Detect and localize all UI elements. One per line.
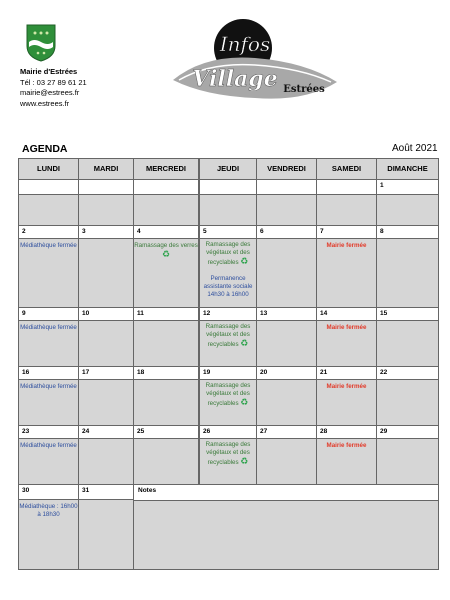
agenda-month: Août 2021 bbox=[392, 143, 438, 154]
event-ramassage-verres bbox=[134, 242, 198, 260]
day-number: 7 bbox=[316, 225, 377, 239]
infos-village-logo bbox=[165, 18, 345, 108]
event-permanence: Permanence assistante sociale 14h30 à 16h00 bbox=[203, 275, 253, 298]
day-number bbox=[316, 179, 377, 195]
day-number bbox=[199, 179, 257, 195]
header-mercredi: MERCREDI bbox=[133, 158, 199, 180]
day-cell bbox=[199, 320, 257, 367]
day-number: 5 bbox=[199, 225, 257, 239]
day-number: 25 bbox=[133, 425, 199, 439]
event-text: Ramassage des végétaux et des recyclables bbox=[205, 323, 251, 348]
event-mairie-fermee: Mairie fermée bbox=[326, 442, 367, 449]
agenda-title: AGENDA bbox=[22, 143, 68, 155]
day-number: 23 bbox=[18, 425, 79, 439]
day-cell bbox=[18, 499, 79, 570]
mairie-phone: Tél : 03 27 89 61 21 bbox=[20, 77, 87, 87]
day-number: 9 bbox=[18, 307, 79, 321]
day-number: 29 bbox=[376, 425, 439, 439]
day-number: 20 bbox=[256, 366, 317, 380]
day-cell bbox=[78, 438, 134, 485]
notes-area[interactable] bbox=[133, 484, 439, 570]
day-number: 31 bbox=[78, 484, 134, 500]
day-cell bbox=[78, 379, 134, 426]
day-cell bbox=[256, 320, 317, 367]
day-number: 16 bbox=[18, 366, 79, 380]
day-number: 26 bbox=[199, 425, 257, 439]
day-cell bbox=[256, 438, 317, 485]
day-cell bbox=[18, 379, 79, 426]
day-cell bbox=[199, 438, 257, 485]
day-number bbox=[78, 179, 134, 195]
logo-estrees-text: Estrées bbox=[283, 84, 325, 95]
logo-infos-text: Infos bbox=[219, 32, 271, 56]
event-text: Ramassage des végétaux et des recyclables bbox=[205, 441, 251, 466]
day-number bbox=[18, 179, 79, 195]
event-mediatheque-fermee: Médiathèque fermée bbox=[20, 324, 77, 331]
notes-label: Notes bbox=[138, 487, 157, 494]
event-text: Ramassage des verres bbox=[134, 242, 198, 249]
day-cell bbox=[78, 238, 134, 308]
day-number: 2 bbox=[18, 225, 79, 239]
header-mardi: MARDI bbox=[78, 158, 134, 180]
day-number: 28 bbox=[316, 425, 377, 439]
event-mairie-fermee: Mairie fermée bbox=[326, 383, 367, 390]
event-ramassage-vegetaux bbox=[200, 323, 256, 349]
event-mediatheque-fermee: Médiathèque fermée bbox=[20, 383, 77, 390]
recycle-icon: ♻ bbox=[240, 256, 249, 266]
mairie-website[interactable]: www.estrees.fr bbox=[20, 98, 70, 108]
notes-body bbox=[134, 500, 438, 569]
day-cell bbox=[18, 194, 79, 226]
day-cell bbox=[18, 238, 79, 308]
day-cell bbox=[133, 238, 199, 308]
event-text: Ramassage des végétaux et des recyclables bbox=[205, 241, 251, 266]
day-number: 11 bbox=[133, 307, 199, 321]
day-number: 12 bbox=[199, 307, 257, 321]
day-number: 14 bbox=[316, 307, 377, 321]
day-cell bbox=[133, 438, 199, 485]
day-number: 27 bbox=[256, 425, 317, 439]
header-samedi: SAMEDI bbox=[316, 158, 377, 180]
day-cell bbox=[78, 194, 134, 226]
day-cell bbox=[376, 320, 439, 367]
day-cell bbox=[316, 320, 377, 367]
recycle-icon: ♻ bbox=[161, 249, 171, 259]
day-cell bbox=[316, 194, 377, 226]
event-ramassage-vegetaux bbox=[200, 441, 256, 467]
day-cell bbox=[376, 238, 439, 308]
recycle-icon: ♻ bbox=[240, 456, 249, 466]
day-number: 18 bbox=[133, 366, 199, 380]
day-cell bbox=[78, 320, 134, 367]
event-mediatheque-horaires: Médiathèque : 16h00 à 18h30 bbox=[19, 503, 78, 518]
day-number: 22 bbox=[376, 366, 439, 380]
day-cell bbox=[256, 238, 317, 308]
day-number: 3 bbox=[78, 225, 134, 239]
day-cell bbox=[18, 438, 79, 485]
day-cell bbox=[199, 238, 257, 308]
day-cell bbox=[199, 194, 257, 226]
event-ramassage-vegetaux bbox=[200, 382, 256, 408]
day-cell bbox=[78, 499, 134, 570]
mairie-contact bbox=[20, 67, 87, 109]
header-jeudi: JEUDI bbox=[199, 158, 257, 180]
event-ramassage-vegetaux bbox=[200, 241, 256, 267]
logo-village-text: Village bbox=[192, 66, 278, 92]
event-mairie-fermee: Mairie fermée bbox=[326, 324, 367, 331]
day-number: 30 bbox=[18, 484, 79, 500]
header-vendredi: VENDREDI bbox=[256, 158, 317, 180]
mairie-name: Mairie d'Estrées bbox=[20, 67, 78, 76]
day-cell bbox=[256, 194, 317, 226]
day-cell bbox=[133, 320, 199, 367]
day-number bbox=[256, 179, 317, 195]
day-cell bbox=[133, 379, 199, 426]
event-text: Ramassage des végétaux et des recyclables bbox=[205, 382, 251, 407]
day-cell bbox=[256, 379, 317, 426]
day-cell bbox=[376, 438, 439, 485]
recycle-icon: ♻ bbox=[240, 338, 249, 348]
day-number: 13 bbox=[256, 307, 317, 321]
event-mediatheque-fermee: Médiathèque fermée bbox=[20, 442, 77, 449]
header-lundi: LUNDI bbox=[18, 158, 79, 180]
day-cell bbox=[316, 238, 377, 308]
day-number: 15 bbox=[376, 307, 439, 321]
day-cell bbox=[376, 379, 439, 426]
mairie-email[interactable]: mairie@estrees.fr bbox=[20, 88, 80, 97]
day-number: 1 bbox=[376, 179, 439, 195]
day-cell bbox=[376, 194, 439, 226]
day-number: 10 bbox=[78, 307, 134, 321]
day-number: 19 bbox=[199, 366, 257, 380]
recycle-icon: ♻ bbox=[240, 397, 249, 407]
day-cell bbox=[18, 320, 79, 367]
day-cell bbox=[199, 379, 257, 426]
day-cell bbox=[316, 438, 377, 485]
day-number: 17 bbox=[78, 366, 134, 380]
header-dimanche: DIMANCHE bbox=[376, 158, 439, 180]
event-mediatheque-fermee: Médiathèque fermée bbox=[20, 242, 77, 249]
day-number: 6 bbox=[256, 225, 317, 239]
day-number: 4 bbox=[133, 225, 199, 239]
day-cell bbox=[133, 194, 199, 226]
day-number: 8 bbox=[376, 225, 439, 239]
day-cell bbox=[316, 379, 377, 426]
day-number bbox=[133, 179, 199, 195]
crest-icon bbox=[26, 24, 56, 62]
event-mairie-fermee: Mairie fermée bbox=[326, 242, 367, 249]
day-number: 24 bbox=[78, 425, 134, 439]
day-number: 21 bbox=[316, 366, 377, 380]
